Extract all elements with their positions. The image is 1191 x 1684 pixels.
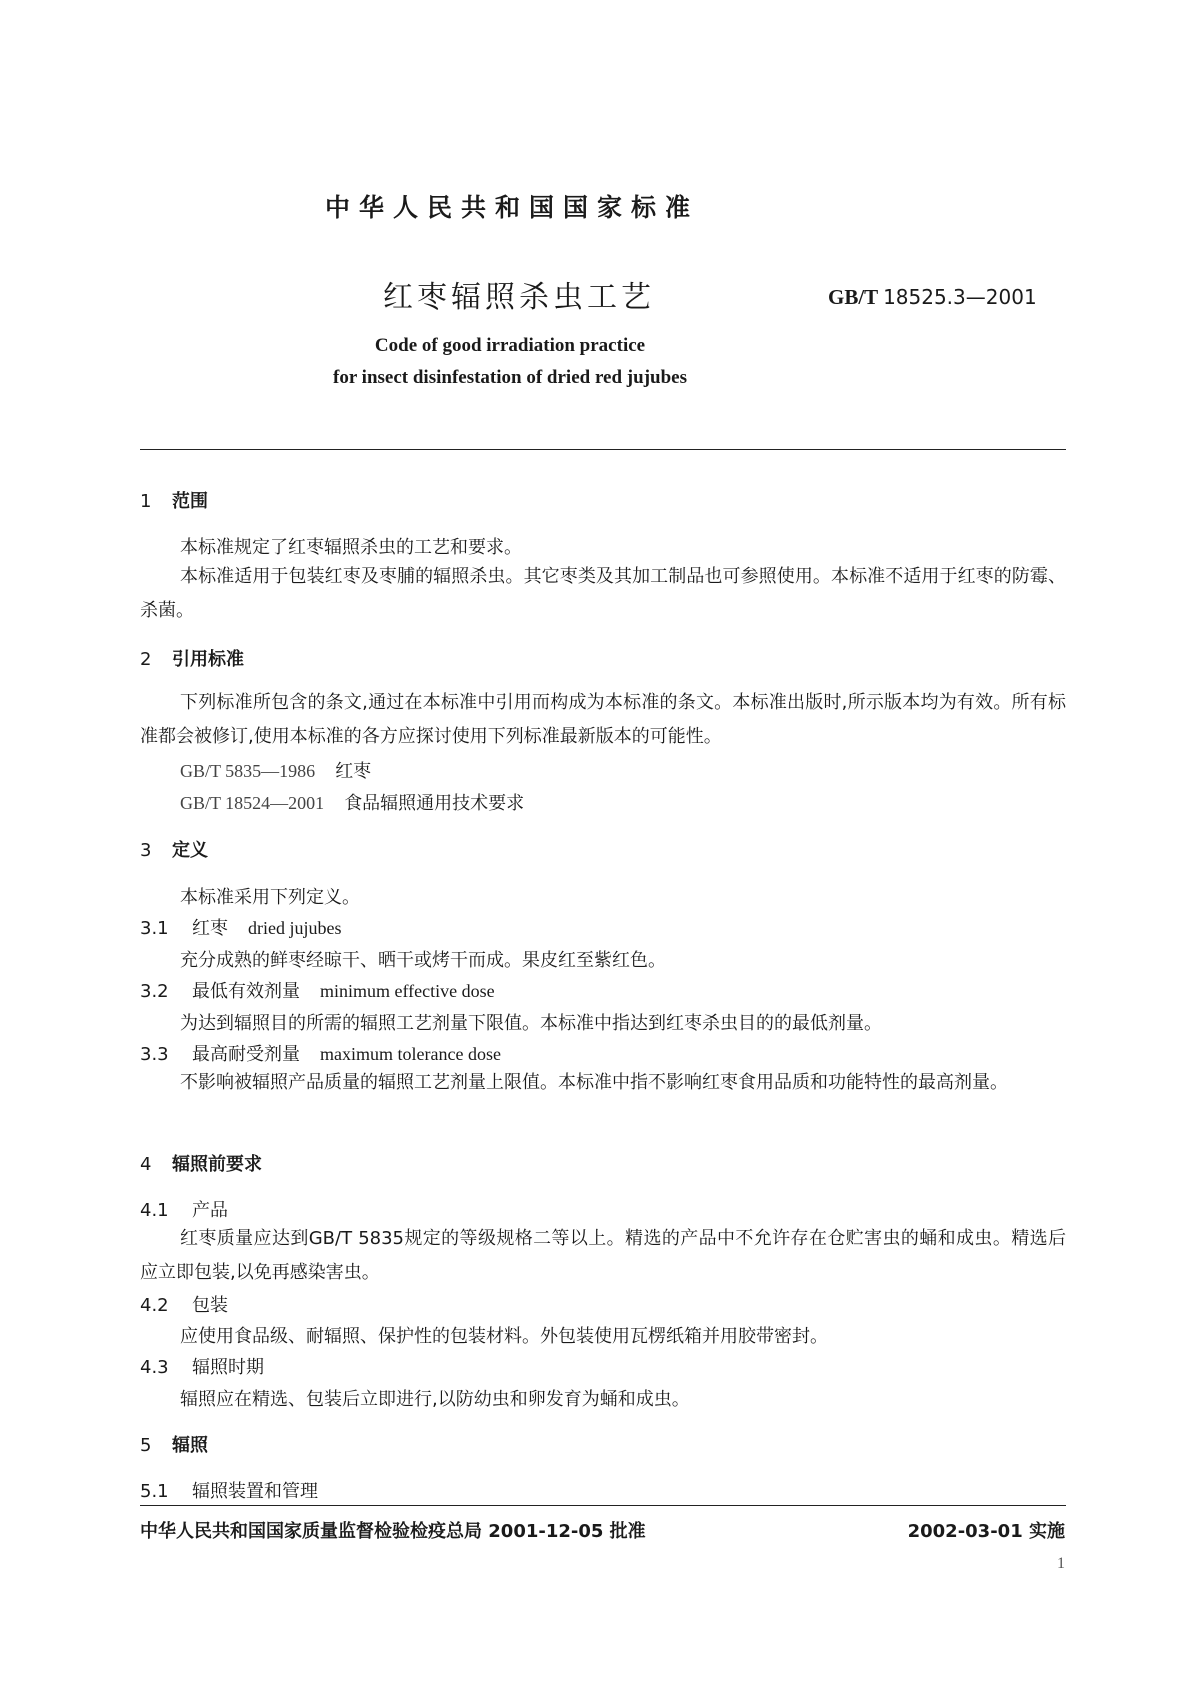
national-standard-label: 中华人民共和国国家标准 bbox=[325, 193, 700, 222]
definition-3-1-text: 充分成熟的鲜枣经晾干、晒干或烤干而成。果皮红至紫红色。 bbox=[180, 950, 666, 971]
section-1-heading: 1 范围 bbox=[140, 491, 208, 512]
document-title-cn: 红枣辐照杀虫工艺 bbox=[383, 280, 655, 315]
subsection-4-1-heading: 4.1 产品 bbox=[140, 1200, 228, 1221]
section-2-para-1: 下列标准所包含的条文,通过在本标准中引用而构成为本标准的条文。本标准出版时,所示版本均为有效。所有标准都会被修订,使用本标准的各方应探讨使用下列标准最新版本的可能性。 bbox=[140, 692, 1066, 747]
section-1-para-1: 本标准规定了红枣辐照杀虫的工艺和要求。 bbox=[180, 537, 522, 558]
section-3-para-1: 本标准采用下列定义。 bbox=[180, 887, 360, 908]
subsection-4-2-heading: 4.2 包装 bbox=[140, 1295, 228, 1316]
footer-rule bbox=[140, 1505, 1066, 1506]
standard-code bbox=[828, 285, 1037, 310]
definition-3-2-heading: 3.2 最低有效剂量 minimum effective dose bbox=[140, 981, 495, 1002]
subsection-5-1-heading: 5.1 辐照装置和管理 bbox=[140, 1481, 318, 1502]
subsection-4-3-text: 辐照应在精选、包装后立即进行,以防幼虫和卵发育为蛹和成虫。 bbox=[180, 1389, 690, 1410]
reference-1: GB/T 5835—1986 红枣 bbox=[180, 761, 372, 782]
definition-3-3-heading: 3.3 最高耐受剂量 maximum tolerance dose bbox=[140, 1044, 501, 1065]
implementation-date: 2002-03-01 实施 bbox=[907, 1521, 1065, 1542]
reference-2: GB/T 18524—2001 食品辐照通用技术要求 bbox=[180, 793, 525, 814]
section-3-heading: 3 定义 bbox=[140, 840, 208, 861]
definition-3-1-heading: 3.1 红枣 dried jujubes bbox=[140, 918, 342, 939]
standard-code-number: 18525.3—2001 bbox=[883, 285, 1037, 309]
header-rule bbox=[140, 449, 1066, 450]
page-number: 1 bbox=[1057, 1555, 1065, 1572]
definition-3-2-text: 为达到辐照目的所需的辐照工艺剂量下限值。本标准中指达到红枣杀虫目的的最低剂量。 bbox=[180, 1013, 882, 1034]
section-5-heading: 5 辐照 bbox=[140, 1435, 208, 1456]
subsection-4-1-text: 红枣质量应达到GB/T 5835规定的等级规格二等以上。精选的产品中不允许存在仓贮害虫的蛹和成虫。精选后应立即包装,以免再感染害虫。 bbox=[140, 1228, 1066, 1283]
subsection-4-3-heading: 4.3 辐照时期 bbox=[140, 1357, 264, 1378]
document-title-en-line2: for insect disinfestation of dried red jujubes bbox=[333, 367, 687, 388]
approval-line: 中华人民共和国国家质量监督检验检疫总局 2001-12-05 批准 bbox=[140, 1521, 646, 1542]
section-2-heading: 2 引用标准 bbox=[140, 649, 244, 670]
document-title-en-line1: Code of good irradiation practice bbox=[374, 335, 646, 356]
section-1-para-2: 本标准适用于包装红枣及枣脯的辐照杀虫。其它枣类及其加工制品也可参照使用。本标准不适用于红枣的防霉、杀菌。 bbox=[140, 566, 1066, 621]
section-4-heading: 4 辐照前要求 bbox=[140, 1154, 262, 1175]
standard-code-prefix: GB/T bbox=[828, 285, 878, 309]
definition-3-3-text: 不影响被辐照产品质量的辐照工艺剂量上限值。本标准中指不影响红枣食用品质和功能特性的最高剂量。 bbox=[180, 1072, 1008, 1093]
subsection-4-2-text: 应使用食品级、耐辐照、保护性的包装材料。外包装使用瓦楞纸箱并用胶带密封。 bbox=[180, 1326, 828, 1347]
